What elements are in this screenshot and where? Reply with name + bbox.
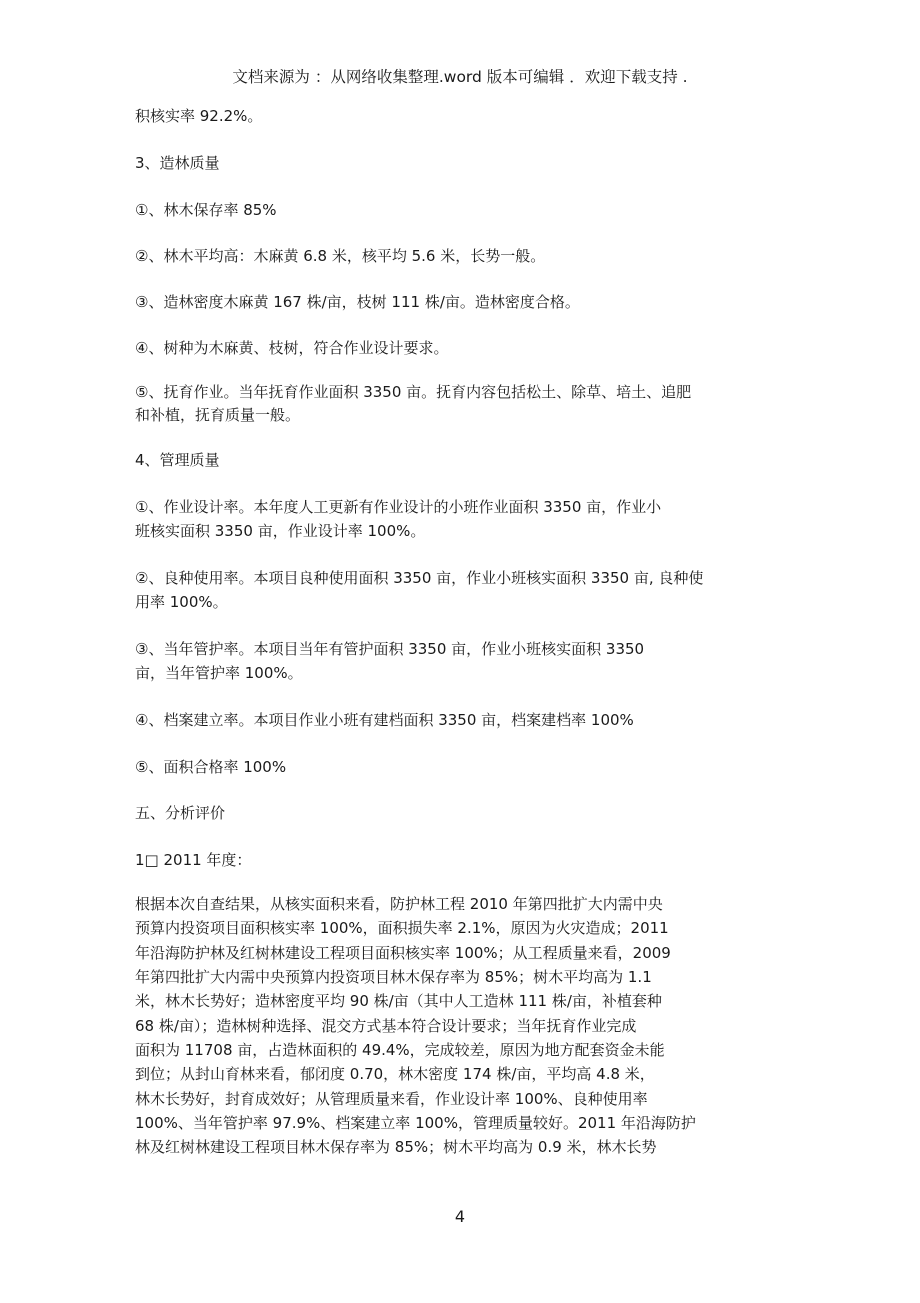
body-line: 年第四批扩大内需中央预算内投资项目林木保存率为 85%；树木平均高为 1.1 [135,968,652,986]
section-heading: 五、分析评价 [135,804,226,822]
body-line: 预算内投资项目面积核实率 100%，面积损失率 2.1%，原因为火灾造成；2011 [135,919,669,937]
body-line: 林木长势好，封育成效好；从管理质量来看，作业设计率 100%、良种使用率 [135,1090,648,1108]
body-line: ④、树种为木麻黄、枝树，符合作业设计要求。 [135,339,449,357]
section-heading: 3、造林质量 [135,154,220,172]
body-line: 亩，当年管护率 100%。 [135,664,303,682]
body-line: 根据本次自查结果，从核实面积来看，防护林工程 2010 年第四批扩大内需中央 [135,895,663,913]
body-line: 米，林木长势好；造林密度平均 90 株/亩（其中人工造林 111 株/亩，补植套种 [135,992,662,1010]
body-line: 68 株/亩）；造林树种选择、混交方式基本符合设计要求；当年抚育作业完成 [135,1017,637,1035]
body-line: ①、作业设计率。本年度人工更新有作业设计的小班作业面积 3350 亩，作业小 [135,498,662,516]
body-line: 林及红树林建设工程项目林木保存率为 85%；树木平均高为 0.9 米，林木长势 [135,1138,657,1156]
page-number: 4 [454,1207,466,1226]
body-line: ②、良种使用率。本项目良种使用面积 3350 亩，作业小班核实面积 3350 亩, 良种使 [135,569,704,587]
body-line: ⑤、抚育作业。当年抚育作业面积 3350 亩。抚育内容包括松土、除草、培土、追肥 [135,383,692,401]
body-line: ③、当年管护率。本项目当年有管护面积 3350 亩，作业小班核实面积 3350 [135,640,645,658]
body-line: ①、林木保存率 85% [135,201,277,219]
body-line: 用率 100%。 [135,593,228,611]
body-line: ③、造林密度木麻黄 167 株/亩，枝树 111 株/亩。造林密度合格。 [135,293,580,311]
body-line: 年沿海防护林及红树林建设工程项目面积核实率 100%；从工程质量来看，2009 [135,944,671,962]
body-line: 100%、当年管护率 97.9%、档案建立率 100%，管理质量较好。2011 年沿海防护 [135,1114,696,1132]
body-line: ②、林木平均高：木麻黄 6.8 米，核平均 5.6 米，长势一般。 [135,247,546,265]
body-line: 班核实面积 3350 亩，作业设计率 100%。 [135,522,426,540]
body-line: 到位；从封山育林来看，郁闭度 0.70，林木密度 174 株/亩，平均高 4.8 米， [135,1065,655,1083]
body-line: 和补植，抚育质量一般。 [135,406,301,424]
body-line: 积核实率 92.2%。 [135,107,263,125]
body-line: ⑤、面积合格率 100% [135,758,287,776]
body-line: 面积为 11708 亩，占造林面积的 49.4%，完成较差，原因为地方配套资金未能 [135,1041,665,1059]
section-heading: 4、管理质量 [135,451,220,469]
subsection-heading: 1□ 2011 年度： [135,851,252,869]
body-line: ④、档案建立率。本项目作业小班有建档面积 3350 亩，档案建档率 100% [135,711,634,729]
page-header: 文档来源为 ：从网络收集整理.word 版本可编辑 ．欢迎下载支持 . [232,68,688,86]
